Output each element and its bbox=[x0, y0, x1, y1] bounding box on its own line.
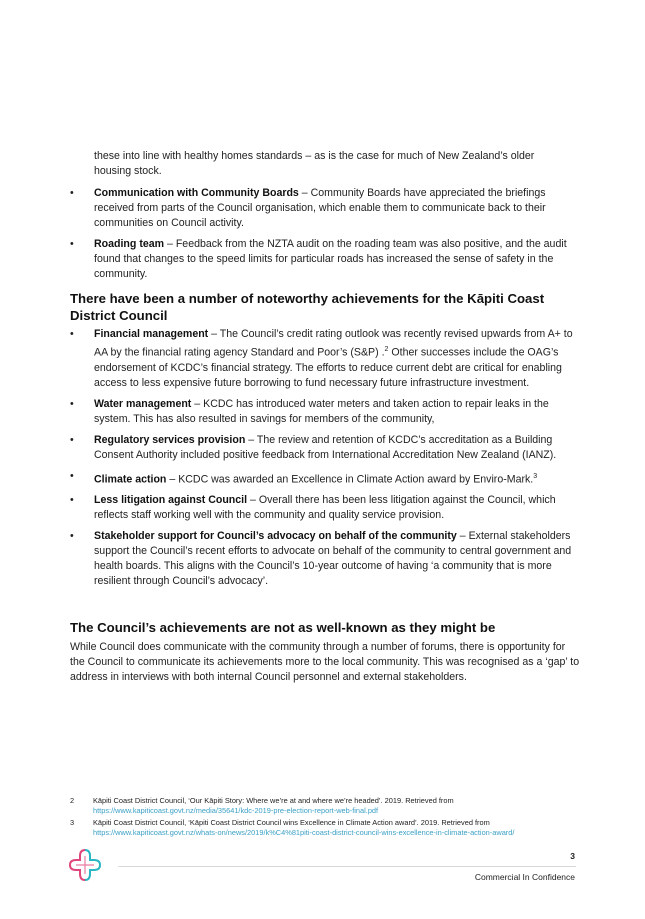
bullet-list-top bbox=[70, 186, 575, 288]
bullet-text: – The review and retention of KCDC’s accreditation as a Building Consent Authority included positive feedback from International Accreditation New Zealand (IANZ). bbox=[94, 433, 557, 461]
bullet-text: – KCDC was awarded an Excellence in Climate Action award by Enviro-Mark. bbox=[166, 473, 534, 486]
bullet-text-continued: Other successes include the OAG’s endorsement of KCDC’s financial strategy. The efforts to reduce current debt are critical for enabling access to less expensive future borrowing to fund necessary future infrastructure investment. bbox=[94, 346, 562, 389]
list-item bbox=[70, 493, 575, 523]
bullet-title: Regulatory services provision bbox=[94, 433, 246, 446]
bullet-text: – External stakeholders support the Council’s recent efforts to advocate on behalf of the community to central government and health boards. This aligns with the Council’s 10-year outcome of having ‘a community that is more resilient through Council’s advocacy’. bbox=[94, 530, 572, 588]
footnote-link[interactable]: https://www.kapiticoast.govt.nz/whats-on/news/2019/k%C4%81piti-coast-district-council-wins-excellence-in-climate-action-award/ bbox=[93, 828, 515, 837]
list-item bbox=[70, 397, 575, 427]
footnote-2 bbox=[70, 796, 570, 816]
list-item bbox=[70, 186, 575, 231]
bullet-icon: • bbox=[70, 530, 74, 543]
bullet-icon: • bbox=[70, 397, 74, 410]
list-item bbox=[70, 327, 575, 391]
page-number: 3 bbox=[570, 851, 575, 861]
bullet-title: Water management bbox=[94, 397, 192, 410]
footnote-text: Kāpiti Coast District Council, ‘Our Kāpiti Story: Where we’re at and where we’re headed’. 2019. Retrieved from bbox=[93, 796, 454, 805]
section-heading-achievements: There have been a number of noteworthy achievements for the Kāpiti Coast District Council bbox=[70, 291, 545, 323]
footnote-ref[interactable]: 3 bbox=[533, 472, 538, 480]
bullet-text: – Feedback from the NZTA audit on the roading team was also positive, and the audit found that changes to the speed limits for particular roads has increased the sense of safety in the community. bbox=[94, 238, 567, 280]
list-item bbox=[70, 469, 575, 488]
bullet-text: – Community Boards have appreciated the briefings received from parts of the Council organisation, which enable them to communicate back to their communities on Council activity. bbox=[94, 187, 546, 229]
bullet-text: – Overall there has been less litigation against the Council, which reflects staff working well with the community and quality service provision. bbox=[94, 494, 556, 522]
list-item bbox=[70, 237, 575, 282]
bullet-text: – The Council’s credit rating outlook was recently revised upwards from A+ to AA by the financial rating agency Standard and Poor’s (S&P) . bbox=[94, 328, 573, 359]
footnote-number: 2 bbox=[70, 796, 75, 805]
bullet-title: Stakeholder support for Council’s advocacy on behalf of the community bbox=[94, 530, 457, 543]
footnote-link[interactable]: https://www.kapiticoast.govt.nz/media/35641/kdc-2019-pre-election-report-web-final.pdf bbox=[93, 806, 379, 815]
achievements-list bbox=[70, 327, 575, 595]
footer-divider bbox=[118, 866, 576, 867]
list-item bbox=[70, 433, 575, 463]
bullet-title: Financial management bbox=[94, 328, 209, 340]
bullet-icon: • bbox=[70, 494, 74, 507]
section-heading-awareness: The Council’s achievements are not as well-known as they might be bbox=[70, 620, 496, 635]
body-paragraph: While Council does communicate with the community through a number of forums, there is opportunity for the Council to communicate its achievements more to the local community. This was recognised as a ‘gap’ to address in interviews with both internal Council personnel and external stakeholders. bbox=[70, 641, 580, 683]
bullet-title: Less litigation against Council bbox=[94, 494, 248, 507]
bullet-title: Communication with Community Boards bbox=[94, 187, 299, 199]
bullet-icon: • bbox=[70, 328, 74, 340]
bullet-icon: • bbox=[70, 187, 74, 199]
bullet-icon: • bbox=[70, 433, 74, 446]
bullet-icon: • bbox=[70, 238, 74, 250]
confidentiality-label: Commercial In Confidence bbox=[474, 872, 575, 882]
footnote-text: Kāpiti Coast District Council, ‘Kāpiti Coast District Council wins Excellence in Climate Action award’. 2019. Retrieved from bbox=[93, 818, 490, 827]
list-item bbox=[70, 529, 575, 589]
footnote-3 bbox=[70, 818, 570, 838]
bullet-text: – KCDC has introduced water meters and taken action to repair leaks in the system. This has also resulted in savings for members of the community, bbox=[94, 397, 549, 425]
footnote-number: 3 bbox=[70, 818, 75, 827]
bullet-title: Climate action bbox=[94, 473, 167, 486]
continuation-text: these into line with healthy homes standards – as is the case for much of New Zealand’s older housing stock. bbox=[94, 150, 535, 177]
bullet-icon: • bbox=[70, 469, 74, 482]
footnote-ref[interactable]: 2 bbox=[384, 346, 389, 353]
bullet-title: Roading team bbox=[94, 238, 165, 250]
organisation-logo-icon bbox=[68, 848, 102, 882]
